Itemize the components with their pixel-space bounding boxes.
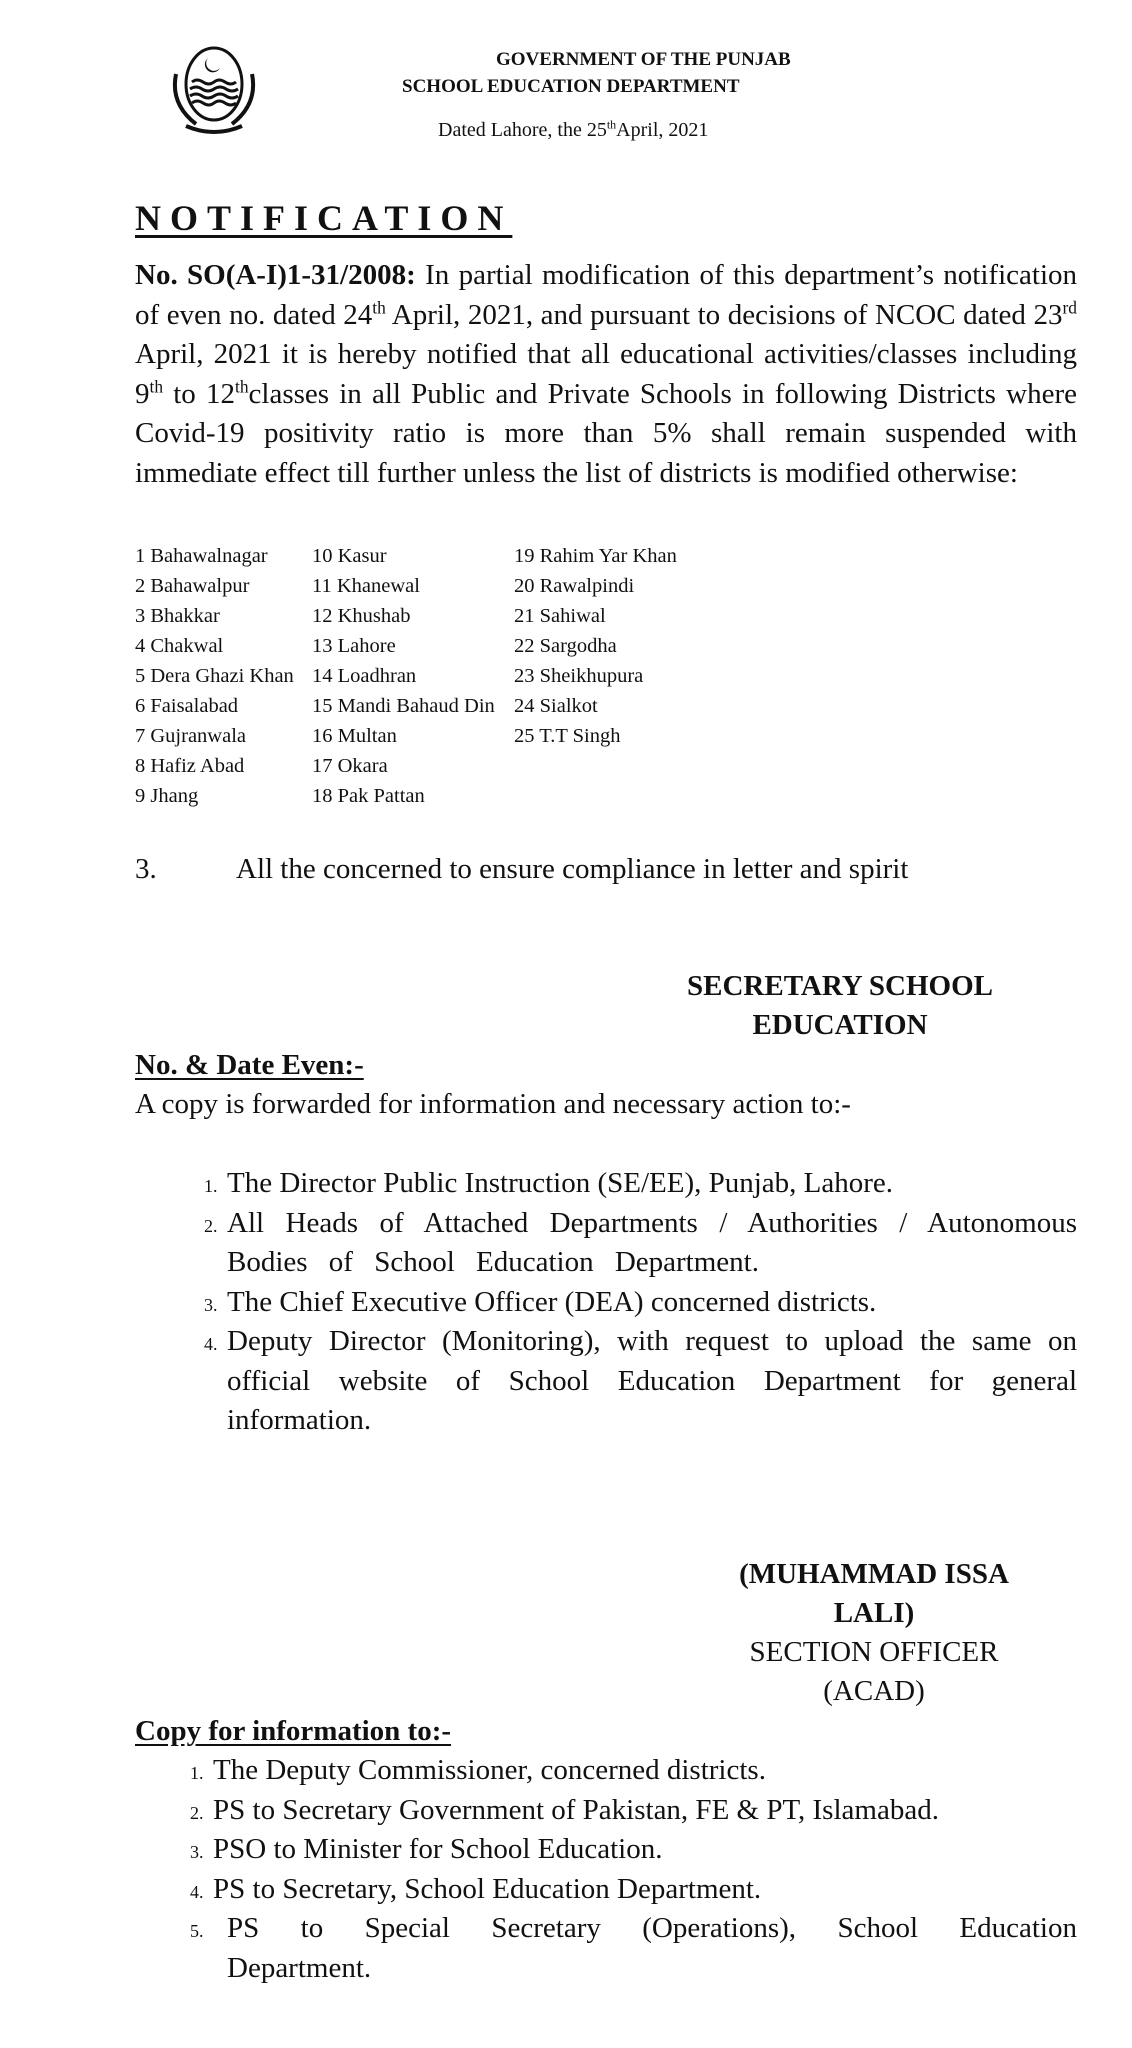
para3-text: All the concerned to ensure compliance in letter and spirit (236, 853, 909, 885)
list-item: 2. All Heads of Attached Departments / Authorities / Autonomous Bodies of School Education Department. (204, 1206, 1077, 1278)
signatory-name: LALI) (833, 1597, 915, 1629)
forward-heading: No. & Date Even:- (135, 1049, 364, 1081)
para3-number: 3. (135, 853, 157, 885)
list-item: 3. PSO to Minister for School Education. (190, 1833, 663, 1865)
list-item: 1. The Director Public Instruction (SE/EE), Punjab, Lahore. (204, 1167, 894, 1199)
list-item: 4. Deputy Director (Monitoring), with request to upload the same on official website of School Education Department for general information. (204, 1325, 1077, 1436)
signatory-line: EDUCATION (752, 1009, 928, 1041)
district-item: 19 Rahim Yar Khan (514, 545, 677, 567)
district-item: 16 Multan (312, 725, 397, 747)
district-item: 15 Mandi Bahaud Din (312, 695, 495, 717)
header-department: SCHOOL EDUCATION DEPARTMENT (402, 76, 740, 97)
list-item: 5. PS to Special Secretary (Operations), School Education Department. (190, 1912, 1077, 1984)
district-item: 17 Okara (312, 755, 388, 777)
district-column-3 (514, 541, 677, 751)
district-item: 23 Sheikhupura (514, 665, 644, 687)
district-item: 12 Khushab (312, 605, 411, 627)
district-item: 4 Chakwal (135, 635, 224, 657)
list-item: 2. PS to Secretary Government of Pakistan, FE & PT, Islamabad. (190, 1793, 939, 1826)
district-column-1 (135, 541, 294, 811)
district-item: 8 Hafiz Abad (135, 755, 245, 777)
signatory-unit: (ACAD) (823, 1675, 925, 1707)
signatory-line: SECRETARY SCHOOL (687, 970, 993, 1002)
forward-list (204, 1164, 1077, 1441)
district-item: 21 Sahiwal (514, 605, 606, 627)
signatory-designation: SECTION OFFICER (749, 1636, 999, 1668)
reference-number: No. SO(A-I)1-31/2008: (135, 259, 416, 291)
district-item: 14 Loadhran (312, 665, 417, 687)
district-item: 3 Bhakkar (135, 605, 220, 627)
header-government: GOVERNMENT OF THE PUNJAB (496, 49, 791, 70)
district-item: 1 Bahawalnagar (135, 545, 268, 567)
copy-list (190, 1751, 1077, 1988)
district-item: 11 Khanewal (312, 575, 420, 597)
punjab-emblem-logo (162, 44, 266, 136)
signatory-section-officer (674, 1555, 1074, 1711)
list-item: 3. The Chief Executive Officer (DEA) concerned districts. (204, 1285, 877, 1318)
notification-title: NOTIFICATION (135, 198, 513, 238)
header-date: Dated Lahore, the 25thApril, 2021 (438, 117, 709, 141)
district-item: 24 Sialkot (514, 695, 598, 717)
copy-heading: Copy for information to:- (135, 1715, 452, 1747)
forward-intro: A copy is forwarded for information and necessary action to:- (135, 1088, 851, 1120)
district-item: 9 Jhang (135, 785, 199, 807)
district-item: 13 Lahore (312, 635, 396, 657)
notification-body: No. SO(A-I)1-31/2008: In partial modification of this department’s notification of even no. dated 24th April, 2021, and pursuant to decisions of NCOC dated 23rd April, 2021 it is hereby notified that all educational activities/classes including 9th to 12thclasses in all Public and Private Schools in following Districts where Covid-19 positivity ratio is more than 5% shall remain suspended with immediate effect till further unless the list of districts is modified otherwise: (135, 259, 1077, 489)
district-item: 22 Sargodha (514, 635, 617, 657)
signatory-name: (MUHAMMAD ISSA (739, 1558, 1009, 1590)
district-column-2 (312, 541, 495, 811)
signatory-secretary (640, 967, 1040, 1045)
district-item: 5 Dera Ghazi Khan (135, 665, 294, 687)
district-item: 7 Gujranwala (135, 725, 246, 747)
list-item: 1. The Deputy Commissioner, concerned districts. (190, 1754, 766, 1786)
district-item: 10 Kasur (312, 545, 387, 567)
district-item: 2 Bahawalpur (135, 575, 250, 597)
district-item: 6 Faisalabad (135, 695, 239, 717)
district-item: 18 Pak Pattan (312, 785, 425, 807)
list-item: 4. PS to Secretary, School Education Department. (190, 1872, 762, 1905)
district-item: 20 Rawalpindi (514, 575, 635, 597)
district-item: 25 T.T Singh (514, 725, 621, 747)
